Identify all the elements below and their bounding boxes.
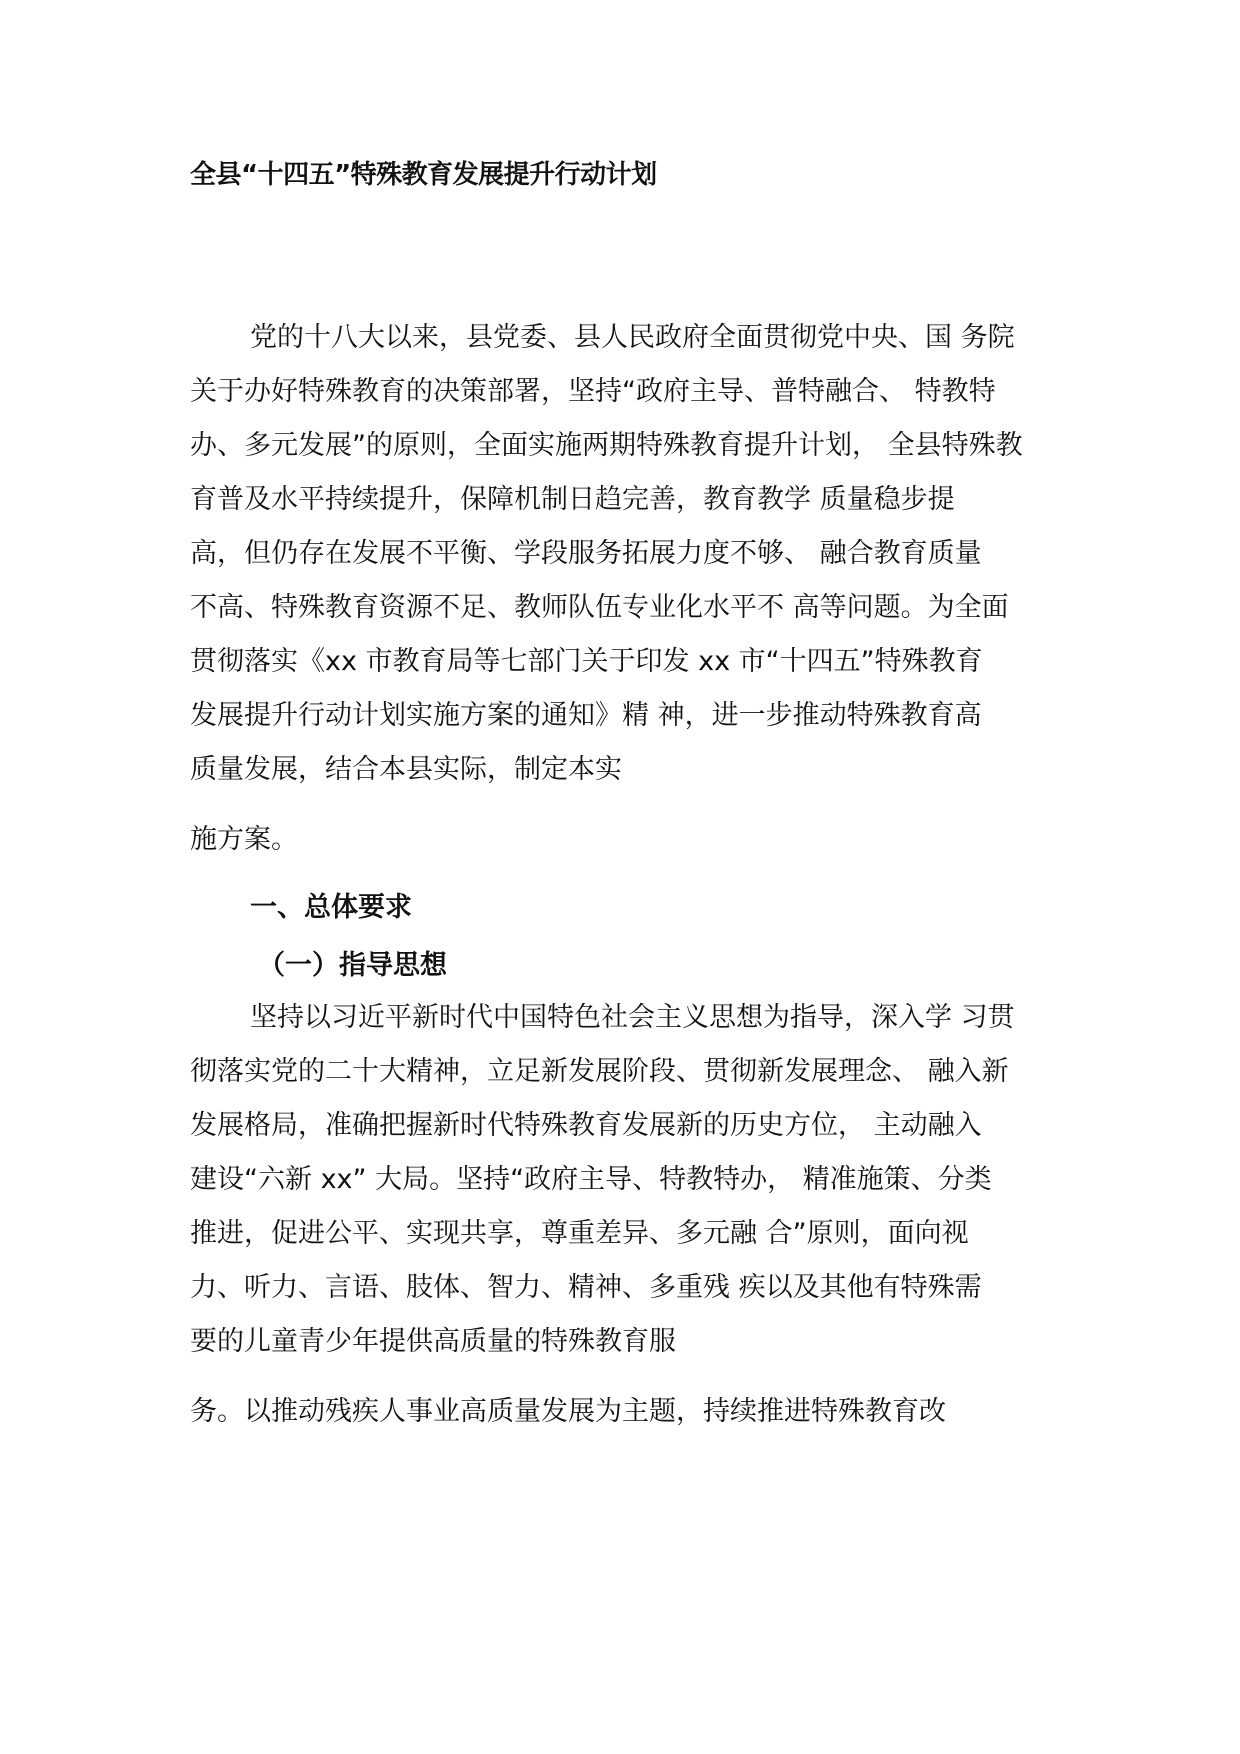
paragraph-line: 质量发展，结合本县实际，制定本实 bbox=[190, 754, 622, 785]
paragraph-line: 务。以推动残疾人事业高质量发展为主题，持续推进特殊教育改 bbox=[190, 1396, 946, 1427]
paragraph-line: 发展格局，准确把握新时代特殊教育发展新的历史方位， 主动融入 bbox=[190, 1110, 982, 1141]
paragraph-line: 推进，促进公平、实现共享，尊重差异、多元融 合”原则，面向视 bbox=[190, 1218, 969, 1249]
paragraph-line: 坚持以习近平新时代中国特色社会主义思想为指导，深入学 习贯 bbox=[250, 1002, 1015, 1033]
paragraph-line: 党的十八大以来，县党委、县人民政府全面贯彻党中央、国 务院 bbox=[250, 322, 1015, 353]
paragraph-line: 建设“六新 xx” 大局。坚持“政府主导、特教特办， 精准施策、分类 bbox=[190, 1164, 992, 1195]
paragraph-line: 力、听力、言语、肢体、智力、精神、多重残 疾以及其他有特殊需 bbox=[190, 1272, 982, 1303]
paragraph-line: 贯彻落实《xx 市教育局等七部门关于印发 xx 市“十四五”特殊教育 bbox=[190, 646, 983, 677]
document-title: 全县“十四五”特殊教育发展提升行动计划 bbox=[190, 160, 657, 190]
paragraph-line: 发展提升行动计划实施方案的通知》精 神，进一步推动特殊教育高 bbox=[190, 700, 982, 731]
paragraph-line: 关于办好特殊教育的决策部署，坚持“政府主导、普特融合、 特教特 bbox=[190, 376, 996, 407]
paragraph-line: 育普及水平持续提升，保障机制日趋完善，教育教学 质量稳步提 bbox=[190, 484, 955, 515]
paragraph-line: 彻落实党的二十大精神，立足新发展阶段、贯彻新发展理念、 融入新 bbox=[190, 1056, 1009, 1087]
paragraph-line: 不高、特殊教育资源不足、教师队伍专业化水平不 高等问题。为全面 bbox=[190, 592, 1009, 623]
paragraph-line: 要的儿童青少年提供高质量的特殊教育服 bbox=[190, 1326, 676, 1357]
paragraph-line: 施方案。 bbox=[190, 824, 298, 855]
paragraph-line: 办、多元发展”的原则，全面实施两期特殊教育提升计划， 全县特殊教 bbox=[190, 430, 1023, 461]
subsection-heading: （一）指导思想 bbox=[258, 950, 447, 981]
section-heading: 一、总体要求 bbox=[250, 892, 412, 923]
paragraph-line: 高，但仍存在发展不平衡、学段服务拓展力度不够、 融合教育质量 bbox=[190, 538, 982, 569]
